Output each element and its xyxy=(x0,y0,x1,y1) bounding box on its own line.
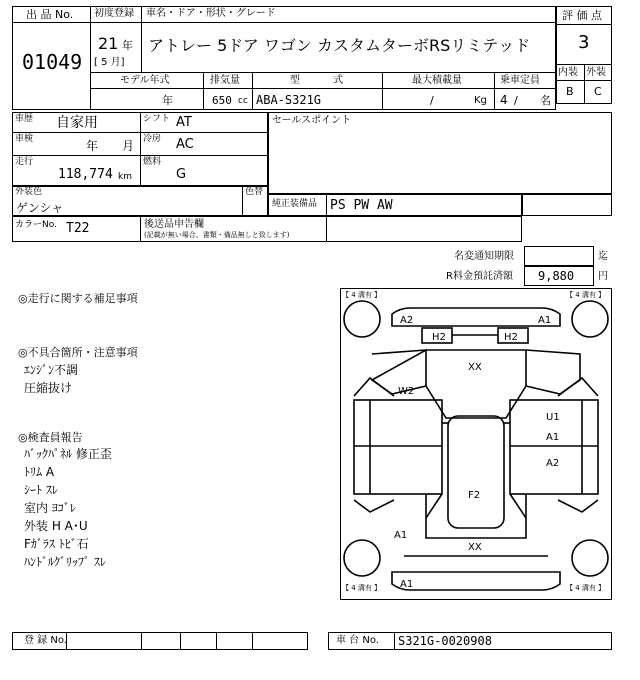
defect-item: ｴﾝｼﾞﾝ不調 xyxy=(24,363,79,377)
mileage: 118,774 xyxy=(58,167,113,182)
ac: AC xyxy=(176,137,194,152)
inspector-item: ｼｰﾄ ｽﾚ xyxy=(24,483,58,497)
sales-point-label: セールスポイント xyxy=(272,115,352,126)
rear-bumper-damage: A1 xyxy=(400,579,414,590)
inspector-report-title: ◎検査員報告 xyxy=(18,431,83,444)
type-label: 型 式 xyxy=(290,75,344,86)
windshield-damage: W2 xyxy=(398,386,415,397)
displacement-label: 排気量 xyxy=(210,75,240,86)
car-name-label: 車名・ドア・形状・グレード xyxy=(146,8,276,19)
mileage-label: 走行 xyxy=(15,157,34,167)
model-year-unit: 年 xyxy=(162,94,173,107)
grade-label: 評 価 点 xyxy=(562,9,602,22)
car-diagram xyxy=(340,288,612,600)
rear-damage: XX xyxy=(468,542,482,553)
equipment-label: 純正装備品 xyxy=(272,199,318,209)
inspection-year-unit: 年 xyxy=(86,139,99,153)
inspector-item: Fｶﾞﾗｽ ﾄﾋﾞ石 xyxy=(24,537,89,551)
first-registration-label: 初度登録 xyxy=(94,8,134,19)
capacity-label: 乗車定員 xyxy=(500,75,540,86)
front-bumper-left-damage: A2 xyxy=(400,315,414,326)
tire-rear-right-icon xyxy=(572,540,608,576)
max-load-label: 最大積載量 xyxy=(412,75,462,86)
mileage-unit: km xyxy=(118,172,132,182)
tire-rear-left-icon xyxy=(344,540,380,576)
interior-label: 内装 xyxy=(558,67,578,78)
headlight-right-damage: H2 xyxy=(504,332,518,343)
repaint-label: 色替 xyxy=(245,187,264,197)
right-side-damage-a2: A2 xyxy=(546,458,560,469)
rear-bumper-shape xyxy=(392,572,560,590)
inspection-label: 車検 xyxy=(15,134,34,144)
inspector-item: ﾄﾘﾑ A xyxy=(24,465,55,479)
fuel: G xyxy=(176,167,187,182)
headlight-left-damage: H2 xyxy=(432,332,446,343)
name-change-label: 名変通知期限 xyxy=(454,251,514,262)
tire-front-left-label: 【 4 溝有 】 xyxy=(342,291,382,299)
inspector-item: 外装 H A･U xyxy=(24,519,88,533)
shift-label: シフト xyxy=(143,114,171,124)
roof-shape xyxy=(448,416,504,528)
right-side-damage-u1: U1 xyxy=(546,412,560,423)
hood-damage: XX xyxy=(468,362,482,373)
exterior-label: 外装 xyxy=(586,67,606,78)
color-no: T22 xyxy=(66,221,90,236)
recycle-amount: 9,880 xyxy=(538,269,575,283)
later-shipment-note: (記載が無い場合、書類・備品無しと致します) xyxy=(144,231,290,239)
car-name: アトレー 5ドア ワゴン カスタムターボRSリミテッド xyxy=(148,36,531,55)
roof-damage: F2 xyxy=(468,490,481,501)
color: ゲンシャ xyxy=(16,201,64,215)
grade-score: 3 xyxy=(578,32,590,53)
tire-front-right-icon xyxy=(572,301,608,337)
side-body-left-shape xyxy=(354,400,442,494)
inspection-month-unit: 月 xyxy=(122,139,135,153)
displacement: 650 xyxy=(212,94,232,107)
ac-label: 冷房 xyxy=(143,134,162,144)
max-load: / xyxy=(430,94,434,107)
left-rear-damage: A1 xyxy=(394,530,408,541)
tire-rear-left-label: 【 4 溝有 】 xyxy=(342,584,382,592)
front-bumper-shape xyxy=(392,308,560,326)
defect-item: 圧縮抜け xyxy=(24,381,73,395)
inspector-item: ﾊﾝﾄﾞﾙｸﾞﾘｯﾌﾟ ｽﾚ xyxy=(24,555,106,569)
later-shipment-label: 後送品申告欄 xyxy=(144,219,204,230)
equipment: PS PW AW xyxy=(330,198,393,213)
fuel-label: 燃料 xyxy=(143,157,162,167)
capacity-unit: 名 xyxy=(540,94,551,107)
tire-front-right-label: 【 4 溝有 】 xyxy=(566,291,606,299)
chassis-number: S321G-0020908 xyxy=(398,634,492,648)
capacity-separator: / xyxy=(514,94,518,107)
name-change-box xyxy=(524,246,594,266)
recycle-label: R料金預託済額 xyxy=(446,271,513,282)
first-registration-year: 21 xyxy=(98,34,119,53)
driving-notes-title: ◎走行に関する補足事項 xyxy=(18,292,138,305)
tire-rear-right-label: 【 4 溝有 】 xyxy=(566,584,606,592)
exterior-grade: C xyxy=(594,85,602,98)
inspector-item: 室内 ﾖｺﾞﾚ xyxy=(24,501,76,515)
inspector-item: ﾊﾞｯｸﾊﾟﾈﾙ 修正歪 xyxy=(24,447,112,461)
displacement-unit: cc xyxy=(238,96,248,106)
max-load-unit: Kg xyxy=(474,95,487,106)
recycle-unit: 円 xyxy=(598,271,608,282)
shift: AT xyxy=(176,115,192,130)
right-side-damage-a1: A1 xyxy=(546,432,560,443)
name-change-unit: 迄 xyxy=(598,251,608,262)
defects-title: ◎不具合箇所・注意事項 xyxy=(18,346,138,359)
front-bumper-right-damage: A1 xyxy=(538,315,552,326)
vehicle-type: ABA-S321G xyxy=(256,93,322,107)
reg-no-label: 登 録 No. xyxy=(24,635,67,646)
capacity: 4 xyxy=(500,93,508,107)
year-unit: 年 xyxy=(122,39,133,52)
lot-number: 01049 xyxy=(22,50,83,74)
lot-label: 出 品 No. xyxy=(26,8,74,21)
chassis-label: 車 台 No. xyxy=(336,635,379,646)
color-no-label: カラーNo. xyxy=(15,220,57,230)
first-registration-month: [ 5 月] xyxy=(94,57,125,68)
model-year-label: モデル年式 xyxy=(120,75,170,86)
history: 自家用 xyxy=(56,115,98,131)
equipment-extra-box xyxy=(522,194,612,216)
color-label: 外装色 xyxy=(15,187,43,197)
tire-front-left-icon xyxy=(344,301,380,337)
history-label: 車歴 xyxy=(15,114,34,124)
interior-grade: B xyxy=(566,85,574,98)
